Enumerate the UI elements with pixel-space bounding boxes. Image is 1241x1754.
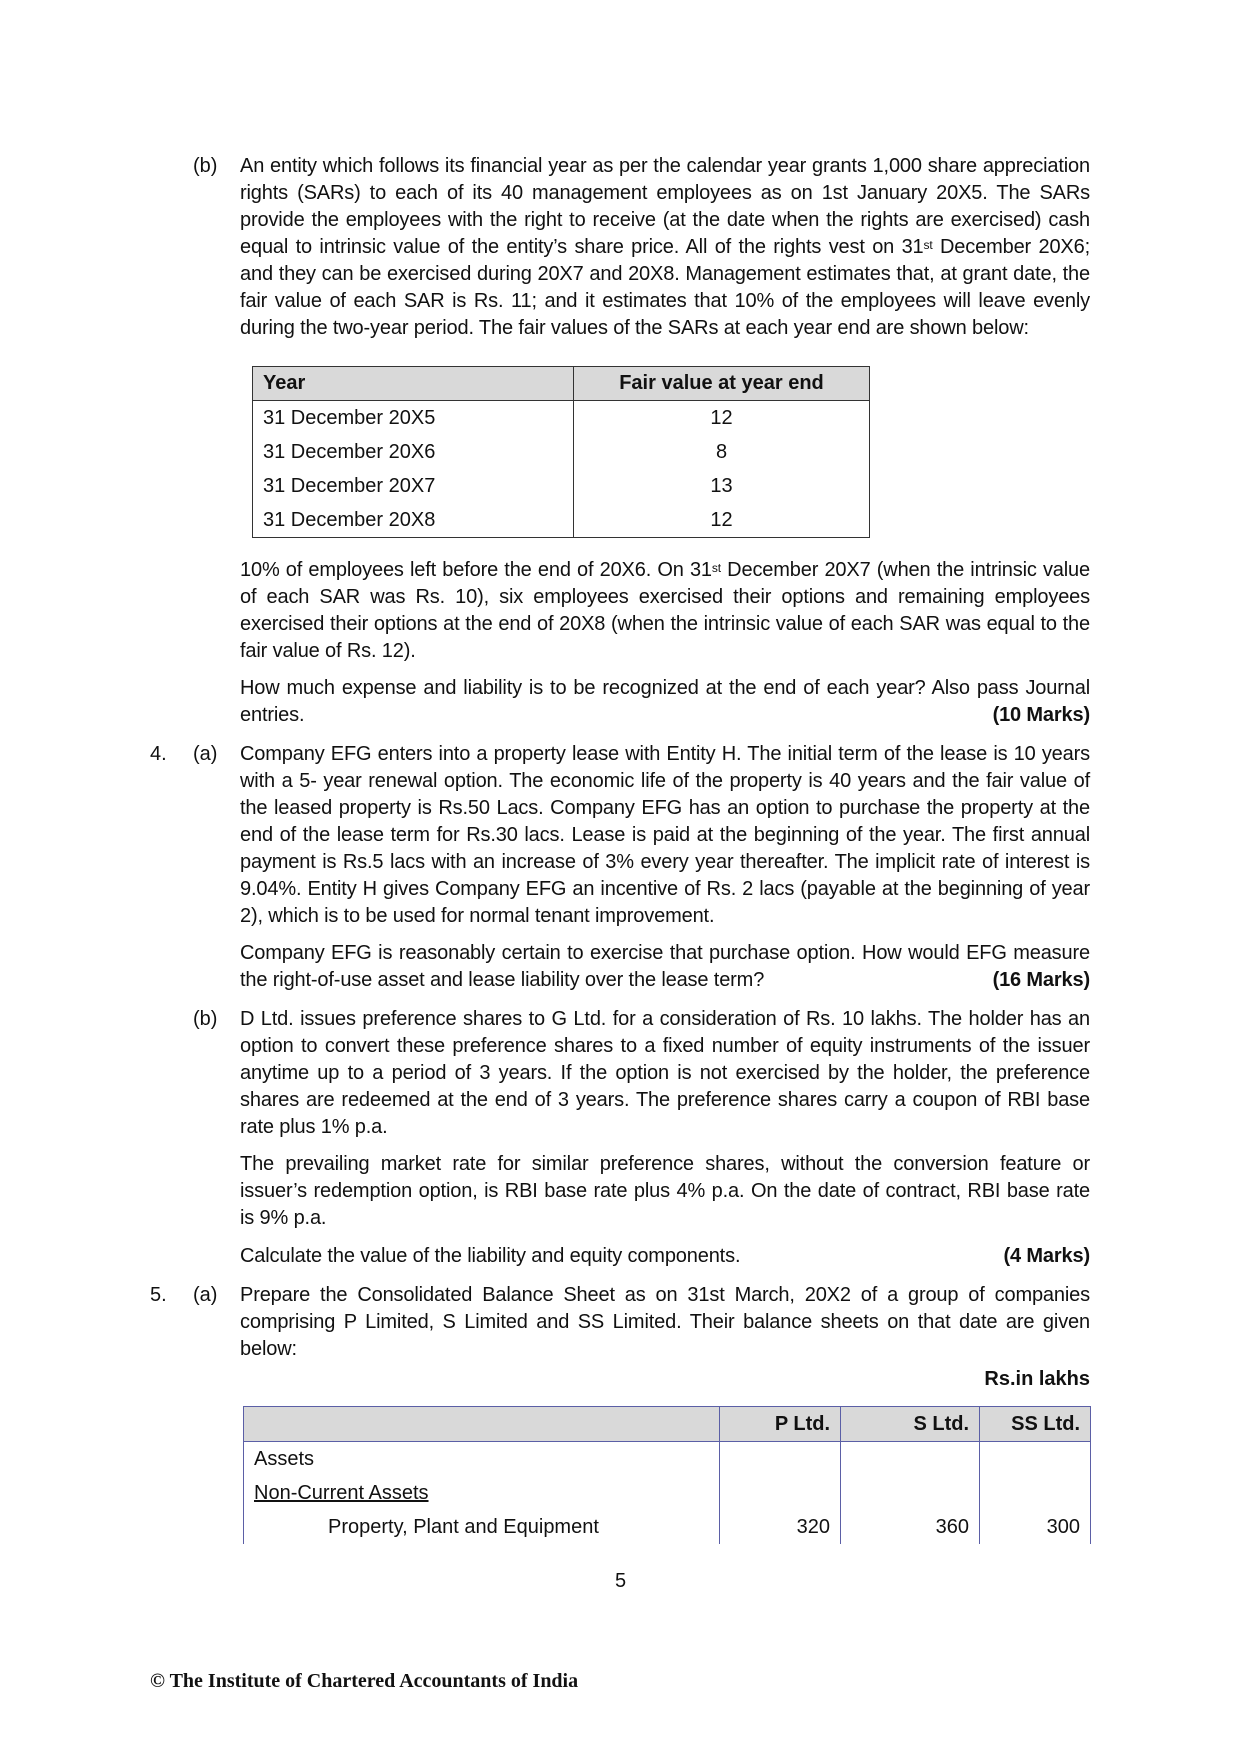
q4b-label: (b) — [193, 1008, 218, 1030]
q5a-paragraph-1: Prepare the Consolidated Balance Sheet as on 31st March, 20X2 of a group of companies comprising P Limited, S Limited and SS Limited. Their balance sheets on that date are given below: — [240, 1284, 1090, 1360]
row-ppe-ss-ltd: 300 — [980, 1510, 1091, 1544]
table-cell-value: 13 — [574, 469, 870, 503]
q4a-marks: (16 Marks) — [992, 969, 1090, 991]
q4a-paragraph-2: Company EFG is reasonably certain to exercise that purchase option. How would EFG measure the right-of-use asset and lease liability over the lease term? (16 Marks) — [240, 940, 1090, 994]
table-cell-year: 31 December 20X5 — [253, 401, 574, 436]
row-ppe-label: Property, Plant and Equipment — [244, 1510, 720, 1544]
row-ppe-p-ltd: 320 — [720, 1510, 841, 1544]
q3b-paragraph-1: An entity which follows its financial year as per the calendar year grants 1,000 share appreciation rights (SARs) to each of its 40 management employees as on 1st January 20X5. The SARs provide the employees with the right to receive (at the date when the rights are exercised) cash equal to intrinsic value of the entity’s share price. All of the rights vest on 31st December 20X6; and they can be exercised during 20X7 and 20X8. Management estimates that, at grant date, the fair value of each SAR is Rs. 11; and it estimates that 10% of the employees will leave evenly during the two-year period. The fair values of the SARs at each year end are shown below: — [240, 155, 1090, 339]
table-row — [244, 1510, 1091, 1544]
q4b-paragraph-3: Calculate the value of the liability and equity components. (4 Marks) — [240, 1243, 1090, 1270]
table-row — [253, 469, 870, 503]
table-header-s-ltd: S Ltd. — [841, 1407, 980, 1442]
table-row — [244, 1442, 1091, 1477]
table-cell-year: 31 December 20X7 — [253, 469, 574, 503]
q4a-label: (a) — [193, 743, 218, 765]
table-cell-value: 12 — [574, 503, 870, 538]
balance-sheet-table — [243, 1406, 1091, 1544]
table-cell-year: 31 December 20X8 — [253, 503, 574, 538]
footer-copyright: © The Institute of Chartered Accountants of India — [150, 1670, 579, 1692]
row-ppe-s-ltd: 360 — [841, 1510, 980, 1544]
table-cell-value: 8 — [574, 435, 870, 469]
table-header-ss-ltd: SS Ltd. — [980, 1407, 1091, 1442]
page-number: 5 — [614, 1570, 627, 1592]
sar-fair-value-table — [252, 366, 870, 538]
table-row — [253, 435, 870, 469]
q4-number: 4. — [150, 743, 167, 765]
row-non-current-assets: Non-Current Assets — [244, 1476, 720, 1510]
q3b-marks: (10 Marks) — [992, 704, 1090, 726]
table-row — [253, 401, 870, 436]
q4b-paragraph-1: D Ltd. issues preference shares to G Ltd. for a consideration of Rs. 10 lakhs. The holder has an option to convert these preference shares to a fixed number of equity instruments of the issuer anytime up to a period of 3 years. If the option is not exercised by the holder, the preference shares are redeemed at the end of 3 years. The preference shares carry a coupon of RBI base rate plus 1% p.a. — [240, 1008, 1090, 1138]
q3b-label: (b) — [193, 155, 218, 177]
q3b-paragraph-3: How much expense and liability is to be recognized at the end of each year? Also pass Journal entries. (10 Marks) — [240, 675, 1090, 729]
table-cell-year: 31 December 20X6 — [253, 435, 574, 469]
unit-label: Rs.in lakhs — [984, 1368, 1090, 1390]
q5-number: 5. — [150, 1284, 167, 1306]
table-header-p-ltd: P Ltd. — [720, 1407, 841, 1442]
q5a-label: (a) — [193, 1284, 218, 1306]
q3b-paragraph-2: 10% of employees left before the end of 20X6. On 31st December 20X7 (when the intrinsic value of each SAR was Rs. 10), six employees exercised their options and remaining employees exercised their options at the end of 20X8 (when the intrinsic value of each SAR was equal to the fair value of Rs. 12). — [240, 559, 1091, 662]
q4a-paragraph-1: Company EFG enters into a property lease with Entity H. The initial term of the lease is 10 years with a 5- year renewal option. The economic life of the property is 40 years and the fair value of the leased property is Rs.50 Lacs. Company EFG has an option to purchase the property at the end of the lease term for Rs.30 lacs. Lease is paid at the beginning of the year. The first annual payment is Rs.5 lacs with an increase of 3% every year thereafter. The implicit rate of interest is 9.04%. Entity H gives Company EFG an incentive of Rs. 2 lacs (payable at the beginning of year 2), which is to be used for normal tenant improvement. — [240, 743, 1090, 927]
q4b-marks: (4 Marks) — [1003, 1245, 1090, 1267]
table-header-year: Year — [253, 367, 574, 401]
row-assets: Assets — [244, 1442, 720, 1477]
table-row — [244, 1476, 1091, 1510]
table-header-fair-value: Fair value at year end — [574, 367, 870, 401]
table-header-particulars — [244, 1407, 720, 1442]
q4b-paragraph-2: The prevailing market rate for similar preference shares, without the conversion feature or issuer’s redemption option, is RBI base rate plus 4% p.a. On the date of contract, RBI base rate is 9% p.a. — [240, 1153, 1090, 1229]
table-cell-value: 12 — [574, 401, 870, 436]
table-row — [253, 503, 870, 538]
